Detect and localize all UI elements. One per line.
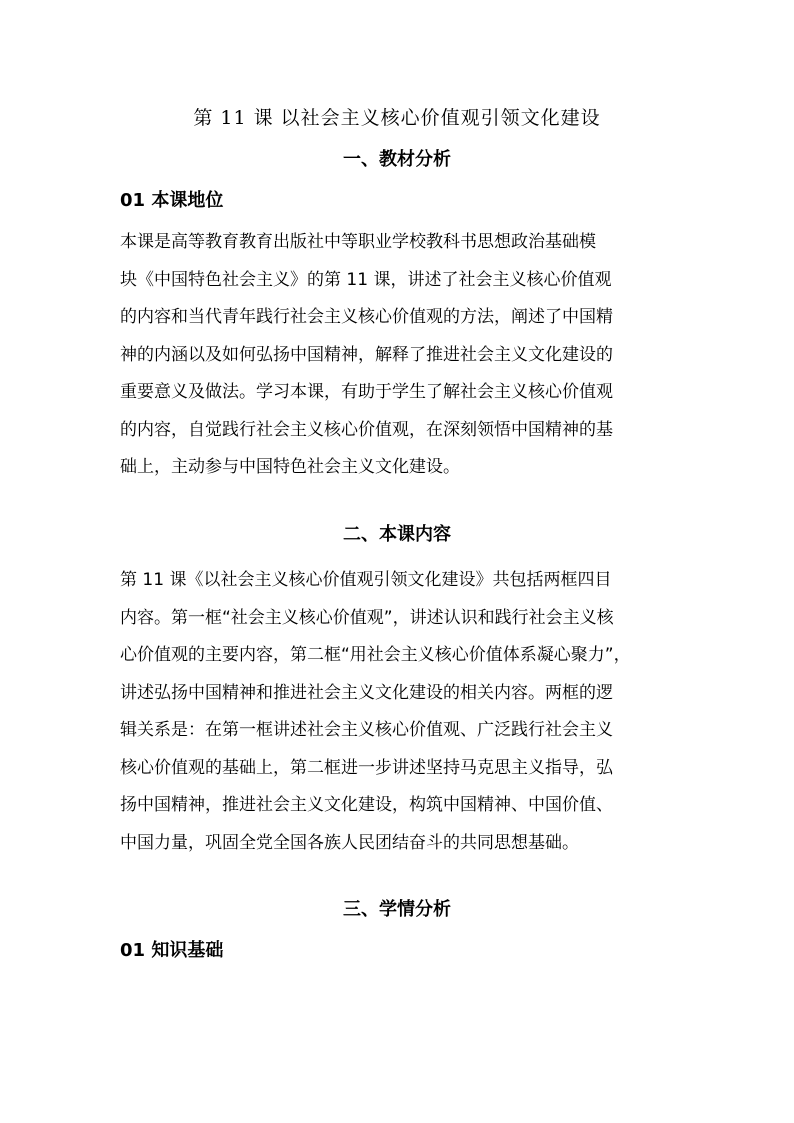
section-heading-learner-analysis: 三、学情分析: [343, 899, 451, 920]
paragraph-line: 神的内涵以及如何弘扬中国精神，解释了推进社会主义文化建设的: [120, 344, 613, 365]
paragraph-line: 块《中国特色社会主义》的第 11 课，讲述了社会主义核心价值观: [120, 269, 612, 290]
paragraph-line: 内容。第一框“社会主义核心价值观”，讲述认识和践行社会主义核: [120, 607, 614, 628]
paragraph-line: 第 11 课《以社会主义核心价值观引领文化建设》共包括两框四目: [120, 570, 612, 590]
paragraph-line: 础上，主动参与中国特色社会主义文化建设。: [120, 457, 460, 477]
paragraph-line: 重要意义及做法。学习本课，有助于学生了解社会主义核心价值观: [120, 382, 613, 402]
section-heading-textbook-analysis: 一、教材分析: [343, 149, 451, 170]
paragraph-lesson-position: [120, 228, 680, 491]
paragraph-line: 辑关系是：在第一框讲述社会主义核心价值观、广泛践行社会主义: [120, 720, 613, 740]
paragraph-line: 中国力量，巩固全党全国各族人民团结奋斗的共同思想基础。: [120, 832, 579, 853]
paragraph-line: 本课是高等教育教育出版社中等职业学校教科书思想政治基础模: [120, 232, 596, 252]
subheading-lesson-position: 01 本课地位: [120, 190, 224, 211]
paragraph-line: 的内容，自觉践行社会主义核心价值观，在深刻领悟中国精神的基: [120, 419, 613, 440]
paragraph-lesson-content: [120, 566, 680, 866]
paragraph-line: 核心价值观的基础上，第二框进一步讲述坚持马克思主义指导，弘: [120, 757, 613, 778]
subheading-knowledge-base: 01 知识基础: [120, 940, 224, 961]
lesson-title: 第 11 课 以社会主义核心价值观引领文化建设: [193, 107, 601, 129]
paragraph-line: 扬中国精神，推进社会主义文化建设，构筑中国精神、中国价值、: [120, 795, 613, 815]
paragraph-line: 心价值观的主要内容，第二框“用社会主义核心价值体系凝心聚力”，: [120, 645, 631, 665]
paragraph-line: 的内容和当代青年践行社会主义核心价值观的方法，阐述了中国精: [120, 307, 613, 327]
paragraph-line: 讲述弘扬中国精神和推进社会主义文化建设的相关内容。两框的逻: [120, 682, 613, 703]
section-heading-lesson-content: 二、本课内容: [343, 524, 451, 545]
